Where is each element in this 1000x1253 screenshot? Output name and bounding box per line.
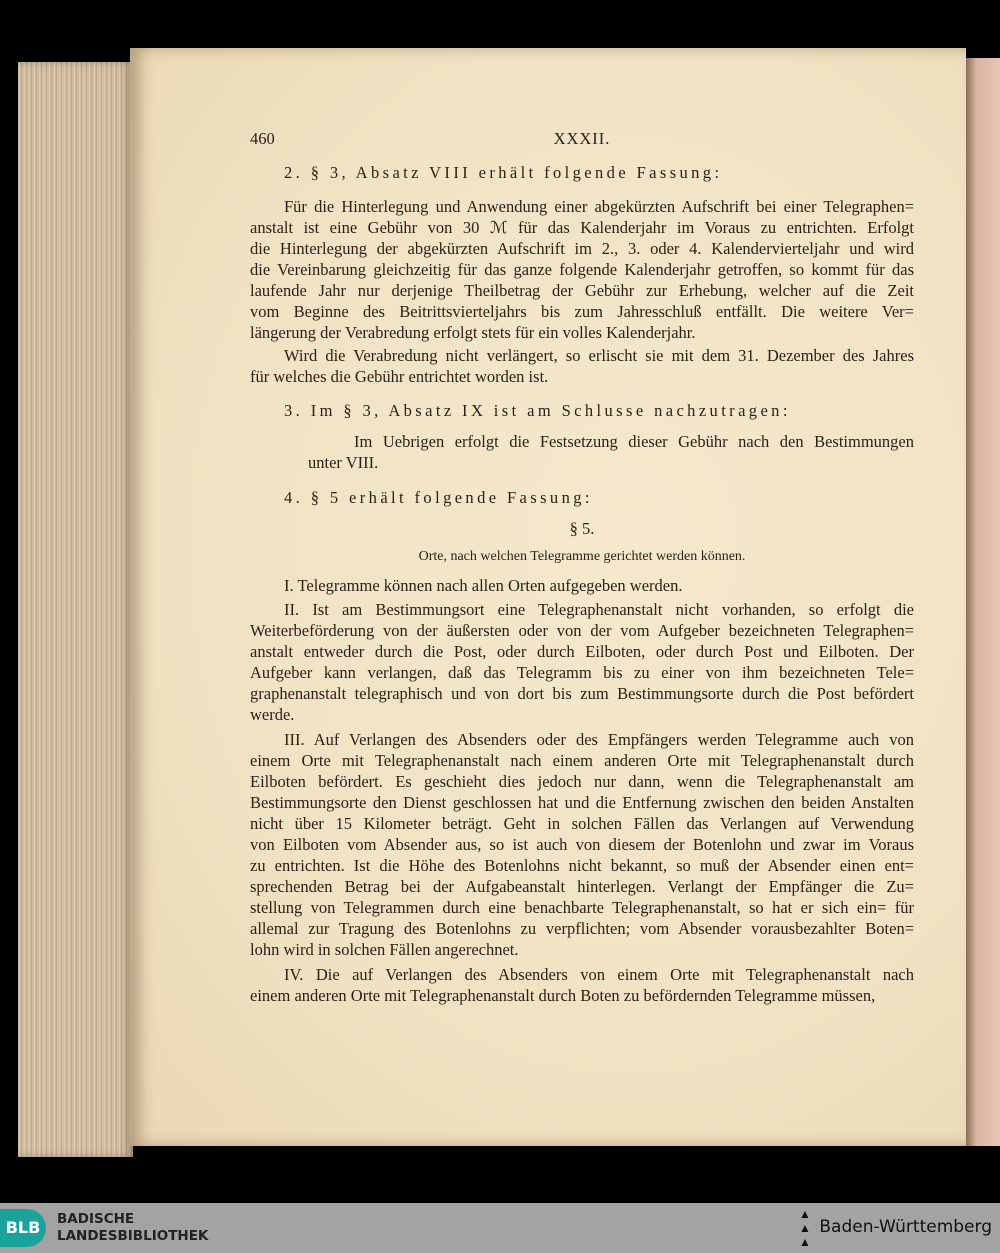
text-line: anstalt entweder durch die Post, oder durch Eilboten, oder durch Post und Eilboten. Der (250, 642, 914, 661)
text-line: Weiterbeförderung von der äußersten oder von der vom Aufgeber bezeichneten Telegraphen= (250, 621, 914, 640)
text-line: einem anderen Orte mit Telegraphenanstalt durch Boten zu befördernden Telegramme müssen, (250, 986, 876, 1005)
state-name[interactable]: Baden-Württemberg (819, 1217, 992, 1237)
page-number: 460 (250, 129, 275, 148)
library-name-line2: LANDESBIBLIOTHEK (57, 1228, 209, 1244)
text-line: I. Telegramme können nach allen Orten aufgegeben werden. (284, 576, 683, 595)
text-line: Aufgeber kann verlangen, daß das Telegramm bis zu einer von ihm bezeichneten Tele= (250, 663, 914, 682)
three-lions-icon: ▲ ▲ ▲ (799, 1207, 811, 1249)
text-line: Wird die Verabredung nicht verlängert, so erlischt sie mit dem 31. Dezember des Jahres (284, 346, 914, 365)
text-line: die Vereinbarung gleichzeitig für das ganze folgende Kalenderjahr getroffen, so kommt für das (250, 260, 914, 279)
text-line: allemal zur Tragung des Botenlohns zu verpflichten; vom Absender vorausbezahlter Boten= (250, 919, 914, 938)
library-name[interactable] (57, 1211, 208, 1245)
text-line: IV. Die auf Verlangen des Absenders von einem Orte mit Telegraphenanstalt nach (284, 965, 914, 984)
section-2-paragraph-2 (250, 345, 914, 387)
book-page-edges (18, 62, 133, 1157)
running-head: XXXII. (553, 129, 611, 148)
section-2-paragraph-1 (250, 196, 914, 343)
text-line: Für die Hinterlegung und Anwendung einer abgekürzten Aufschrift bei einer Telegraphen= (284, 197, 914, 216)
text-line: vom Beginne des Beitrittsvierteljahrs bis zum Jahresschluß entfällt. Die weitere Ver= (250, 302, 914, 321)
text-line: anstalt ist eine Gebühr von 30 ℳ für das Kalenderjahr im Voraus zu entrichten. Erfolgt (250, 218, 914, 237)
clause-IV (250, 964, 914, 1006)
text-line: III. Auf Verlangen des Absenders oder des Empfängers werden Telegramme auch von (284, 730, 914, 749)
text-line: von Eilboten vom Absender aus, so ist auch von diesem der Botenlohn und zwar im Voraus (250, 835, 914, 854)
section-2-heading: 2. § 3, Absatz VIII erhält folgende Fassung: (284, 163, 723, 182)
section-4-heading: 4. § 5 erhält folgende Fassung: (284, 488, 593, 507)
text-line: werde. (250, 705, 295, 724)
text-line: Bestimmungsorte den Dienst geschlossen hat und die Entfernung zwischen den beiden Anstalten (250, 793, 914, 812)
page-text (250, 128, 914, 1006)
text-line: einem Orte mit Telegraphenanstalt nach einem anderen Orte mit Telegraphenanstalt durch (250, 751, 914, 770)
viewer-footer (0, 1203, 1000, 1253)
text-line: laufende Jahr nur derjenige Theilbetrag der Gebühr zur Erhebung, welcher auf die Zeit (250, 281, 914, 300)
clause-II (250, 599, 914, 725)
text-line: für welches die Gebühr entrichtet worden ist. (250, 367, 549, 386)
text-line: sprechenden Betrag bei der Aufgabeanstalt hinterlegen. Verlangt der Empfänger die Zu= (250, 877, 914, 896)
text-line: längerung der Verabredung erfolgt stets für ein volles Kalenderjahr. (250, 323, 696, 342)
text-line: lohn wird in solchen Fällen angerechnet. (250, 940, 519, 959)
text-line: die Hinterlegung der abgekürzten Aufschrift im 2., 3. oder 4. Kalendervierteljahr und wird (250, 239, 914, 258)
text-line: Eilboten befördert. Es geschieht dies jedoch nur dann, wenn die Telegraphenanstalt am (250, 772, 914, 791)
paragraph-subtitle: Orte, nach welchen Telegramme gerichtet werden können. (418, 549, 746, 564)
blb-logo[interactable]: BLB (0, 1209, 46, 1247)
section-3-heading: 3. Im § 3, Absatz IX ist am Schlusse nachzutragen: (284, 401, 791, 420)
clause-I (250, 575, 914, 596)
facing-page-edge (966, 58, 1000, 1146)
section-3-paragraph (250, 431, 914, 473)
text-line: II. Ist am Bestimmungsort eine Telegraphenanstalt nicht vorhanden, so erfolgt die (284, 600, 914, 619)
paragraph-sign: § 5. (569, 519, 595, 538)
text-line: Im Uebrigen erfolgt die Festsetzung dieser Gebühr nach den Bestimmungen (354, 432, 914, 451)
text-line: zu entrichten. Ist die Höhe des Botenlohns nicht bekannt, so muß der Absender einen ent= (250, 856, 914, 875)
clause-III (250, 729, 914, 960)
text-line: unter VIII. (308, 453, 379, 472)
page-header (250, 128, 914, 150)
text-line: graphenanstalt telegraphisch und von dort bis zum Bestimmungsorte durch die Post befördert (250, 684, 914, 703)
library-name-line1: BADISCHE (57, 1211, 135, 1227)
text-line: stellung von Telegrammen durch eine benachbarte Telegraphenanstalt, so hat er sich ein= für (250, 898, 914, 917)
text-line: nicht über 15 Kilometer beträgt. Geht in solchen Fällen das Verlangen auf Verwendung (250, 814, 914, 833)
